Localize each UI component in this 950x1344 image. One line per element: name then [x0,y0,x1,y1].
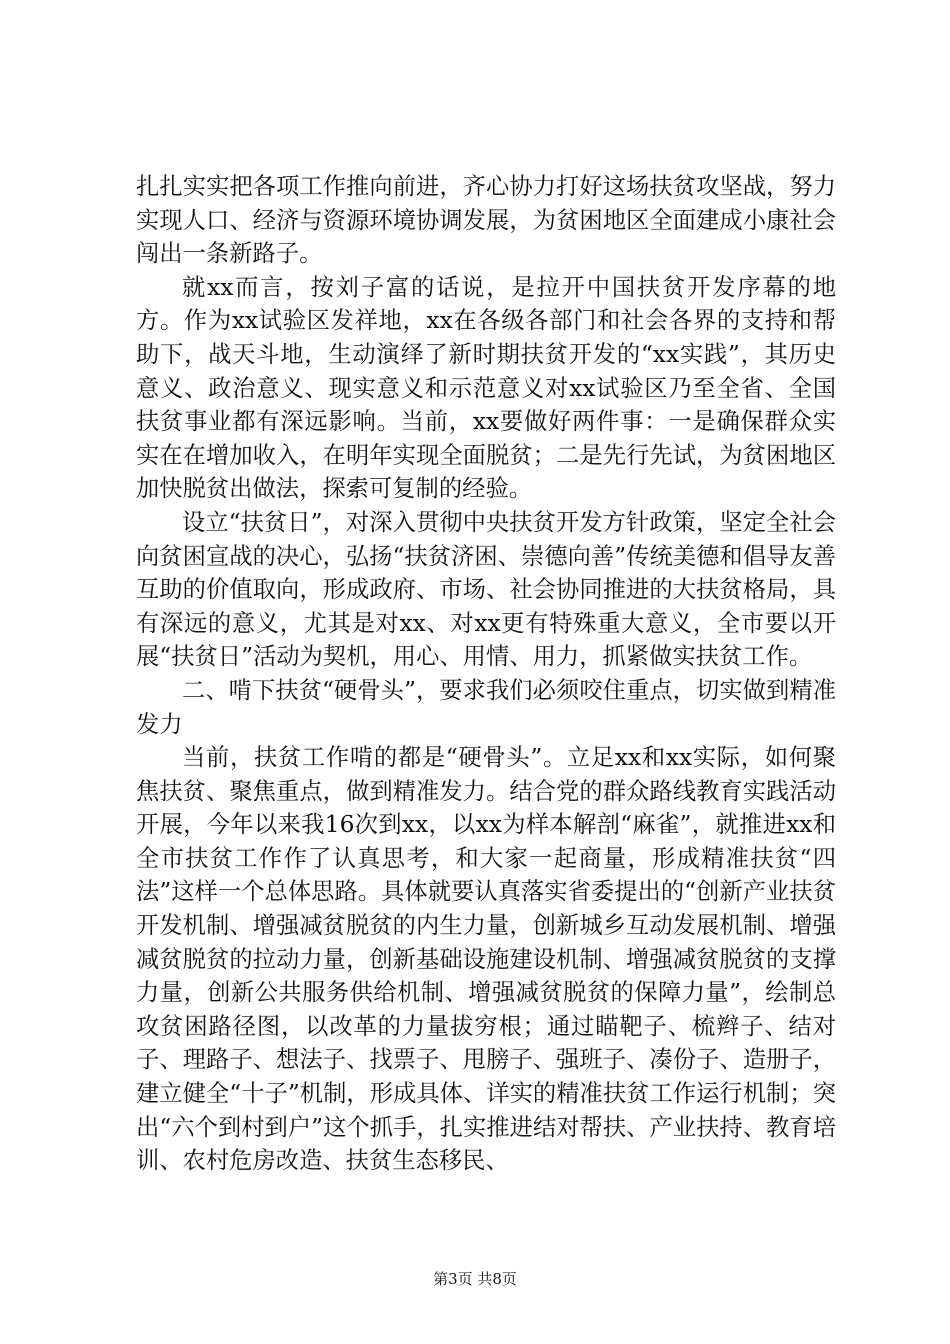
page-number-footer: 第3页 共8页 [433,1270,517,1288]
document-body [136,170,836,1178]
paragraph-poverty-day: 设立“扶贫日”，对深入贯彻中央扶贫开发方针政策，坚定全社会向贫困宣战的决心，弘扬“扶贫济困、崇德向善”传统美德和倡导友善互助的价值取向，形成政府、市场、社会协同推进的大扶贫格局，具有深远的意义，尤其是对xx、对xx更有特殊重大意义，全市要以开展“扶贫日”活动为契机，用心、用情、用力，抓紧做实扶贫工作。 [136,508,836,671]
section-heading-two: 二、啃下扶贫“硬骨头”，要求我们必须咬住重点，切实做到精准发力 [136,676,836,738]
paragraph-xx-history: 就xx而言，按刘子富的话说，是拉开中国扶贫开发序幕的地方。作为xx试验区发祥地，xx在各级各部门和社会各界的支持和帮助下，战天斗地，生动演绎了新时期扶贫开发的“xx实践”，其历史意义、政治意义、现实意义和示范意义对xx试验区乃至全省、全国扶贫事业都有深远影响。当前，xx要做好两件事：一是确保群众实实在在增加收入，在明年实现全面脱贫；二是先行先试，为贫困地区加快脱贫出做法，探索可复制的经验。 [136,273,836,503]
paragraph-continuation: 扎扎实实把各项工作推向前进，齐心协力打好这场扶贫攻坚战，努力实现人口、经济与资源环境协调发展，为贫困地区全面建成小康社会闯出一条新路子。 [136,173,836,268]
paragraph-precise-poverty: 当前，扶贫工作啃的都是“硬骨头”。立足xx和xx实际，如何聚焦扶贫、聚焦重点，做到精准发力。结合党的群众路线教育实践活动开展，今年以来我16次到xx，以xx为样本解剖“麻雀”，就推进xx和全市扶贫工作作了认真思考，和大家一起商量，形成精准扶贫“四法”这样一个总体思路。具体就要认真落实省委提出的“创新产业扶贫开发机制、增强减贫脱贫的内生力量，创新城乡互动发展机制、增强减贫脱贫的拉动力量，创新基础设施建设机制、增强减贫脱贫的支撑力量，创新公共服务供给机制、增强减贫脱贫的保障力量”，绘制总攻贫困路径图，以改革的力量拔穷根；通过瞄靶子、梳辫子、结对子、理路子、想法子、找票子、甩膀子、强班子、凑份子、造册子，建立健全“十子”机制，形成具体、详实的精准扶贫工作运行机制；突出“六个到村到户”这个抓手，扎实推进结对帮扶、产业扶持、教育培训、农村危房改造、扶贫生态移民、 [136,744,836,1175]
